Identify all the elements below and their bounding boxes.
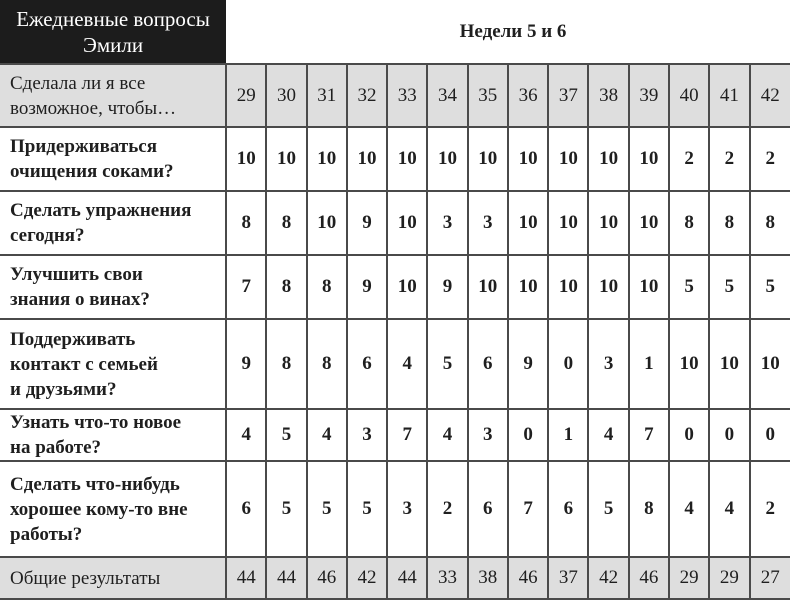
question-cell [0,127,226,191]
score-cell: 10 [387,255,427,319]
question-line: сегодня? [10,225,85,246]
score-cell: 7 [387,409,427,461]
score-cell: 1 [548,409,588,461]
day-header: 36 [508,64,548,127]
score-cell: 10 [347,127,387,191]
score-cell: 6 [347,319,387,409]
day-header: 34 [427,64,467,127]
score-cell: 10 [548,191,588,255]
score-cell: 8 [307,319,347,409]
score-cell: 5 [266,409,306,461]
question-line: очищения соками? [10,161,174,182]
score-cell: 4 [387,319,427,409]
score-cell: 9 [226,319,266,409]
question-line: работы? [10,523,83,545]
score-cell: 10 [588,191,628,255]
period-label: Недели 5 и 6 [459,20,567,42]
score-cell: 10 [508,127,548,191]
score-cell: 5 [588,461,628,557]
day-header: 41 [709,64,749,127]
totals-row [0,557,790,599]
score-cell: 7 [508,461,548,557]
score-cell: 3 [347,409,387,461]
total-cell: 42 [347,557,387,599]
score-cell: 10 [548,127,588,191]
score-cell: 10 [548,255,588,319]
day-header: 35 [468,64,508,127]
score-cell: 9 [347,191,387,255]
score-cell: 4 [307,409,347,461]
score-cell: 10 [266,127,306,191]
score-cell: 3 [468,409,508,461]
score-cell: 0 [548,319,588,409]
score-cell: 9 [347,255,387,319]
score-cell: 10 [588,127,628,191]
question-line: хорошее кому-то вне [10,498,188,520]
score-cell: 5 [427,319,467,409]
score-cell: 10 [307,127,347,191]
day-header: 38 [588,64,628,127]
score-cell: 0 [709,409,749,461]
score-cell: 8 [226,191,266,255]
score-cell: 10 [468,255,508,319]
score-cell: 5 [669,255,709,319]
question-cell [0,319,226,409]
table-title [0,0,226,64]
table-row [0,319,790,409]
total-label: Общие результаты [0,557,226,599]
table-row [0,127,790,191]
question-line: и друзьями? [10,378,117,400]
question-cell [0,255,226,319]
score-cell: 10 [508,255,548,319]
score-cell: 10 [629,191,669,255]
score-cell: 4 [709,461,749,557]
score-cell: 5 [709,255,749,319]
score-cell: 5 [347,461,387,557]
score-cell: 4 [427,409,467,461]
score-cell: 6 [468,319,508,409]
score-cell: 2 [750,461,790,557]
question-cell [0,191,226,255]
score-cell: 4 [226,409,266,461]
score-cell: 10 [669,319,709,409]
score-cell: 9 [427,255,467,319]
question-line: Поддерживать [10,328,136,350]
question-line: Сделать упражнения [10,200,192,221]
score-cell: 0 [750,409,790,461]
day-header: 29 [226,64,266,127]
score-cell: 10 [629,255,669,319]
score-cell: 10 [709,319,749,409]
score-cell: 10 [307,191,347,255]
score-cell: 3 [468,191,508,255]
score-cell: 10 [508,191,548,255]
score-cell: 10 [387,127,427,191]
score-cell: 6 [468,461,508,557]
day-header: 31 [307,64,347,127]
score-cell: 7 [629,409,669,461]
total-cell: 44 [266,557,306,599]
total-cell: 29 [709,557,749,599]
day-header: 40 [669,64,709,127]
score-cell: 9 [508,319,548,409]
question-line: Придерживаться [10,136,157,157]
score-cell: 5 [307,461,347,557]
score-cell: 10 [427,127,467,191]
question-cell [0,409,226,461]
score-cell: 8 [750,191,790,255]
score-cell: 0 [508,409,548,461]
score-cell: 5 [750,255,790,319]
score-cell: 6 [226,461,266,557]
header-question [0,64,226,127]
day-header: 39 [629,64,669,127]
table-row [0,409,790,461]
header-question-line-2: возможное, чтобы… [10,97,177,119]
total-cell: 37 [548,557,588,599]
total-cell: 38 [468,557,508,599]
day-header: 42 [750,64,790,127]
question-line: Сделать что-нибудь [10,473,180,495]
question-line: контакт с семьей [10,353,158,375]
question-line: Узнать что-то новое [10,412,182,433]
score-cell: 10 [226,127,266,191]
score-cell: 10 [629,127,669,191]
question-cell [0,461,226,557]
total-cell: 46 [629,557,669,599]
score-cell: 8 [266,319,306,409]
days-header-row [0,64,790,127]
score-cell: 3 [427,191,467,255]
total-cell: 33 [427,557,467,599]
score-cell: 8 [307,255,347,319]
score-cell: 8 [266,191,306,255]
score-cell: 4 [588,409,628,461]
score-cell: 8 [266,255,306,319]
score-cell: 8 [629,461,669,557]
day-header: 32 [347,64,387,127]
score-cell: 10 [387,191,427,255]
title-line-2: Эмили [82,32,144,57]
score-cell: 1 [629,319,669,409]
score-cell: 2 [750,127,790,191]
score-cell: 3 [588,319,628,409]
score-cell: 8 [669,191,709,255]
table-row [0,255,790,319]
question-line: знания о винах? [10,289,150,310]
day-header: 33 [387,64,427,127]
score-cell: 3 [387,461,427,557]
header-question-line-1: Сделала ли я все [10,72,146,94]
score-cell: 10 [750,319,790,409]
title-line-1: Ежедневные вопросы [16,6,210,31]
table-row [0,461,790,557]
total-cell: 44 [387,557,427,599]
total-cell: 44 [226,557,266,599]
score-cell: 10 [468,127,508,191]
score-cell: 2 [709,127,749,191]
total-cell: 42 [588,557,628,599]
score-cell: 6 [548,461,588,557]
question-line: на работе? [10,437,102,458]
score-cell: 0 [669,409,709,461]
total-cell: 29 [669,557,709,599]
total-cell: 46 [307,557,347,599]
day-header: 37 [548,64,588,127]
question-line: Улучшить свои [10,264,143,285]
table-row [0,191,790,255]
total-cell: 46 [508,557,548,599]
day-header: 30 [266,64,306,127]
score-cell: 10 [588,255,628,319]
score-cell: 5 [266,461,306,557]
score-cell: 7 [226,255,266,319]
total-cell: 27 [750,557,790,599]
score-cell: 2 [427,461,467,557]
score-cell: 8 [709,191,749,255]
score-cell: 4 [669,461,709,557]
score-cell: 2 [669,127,709,191]
